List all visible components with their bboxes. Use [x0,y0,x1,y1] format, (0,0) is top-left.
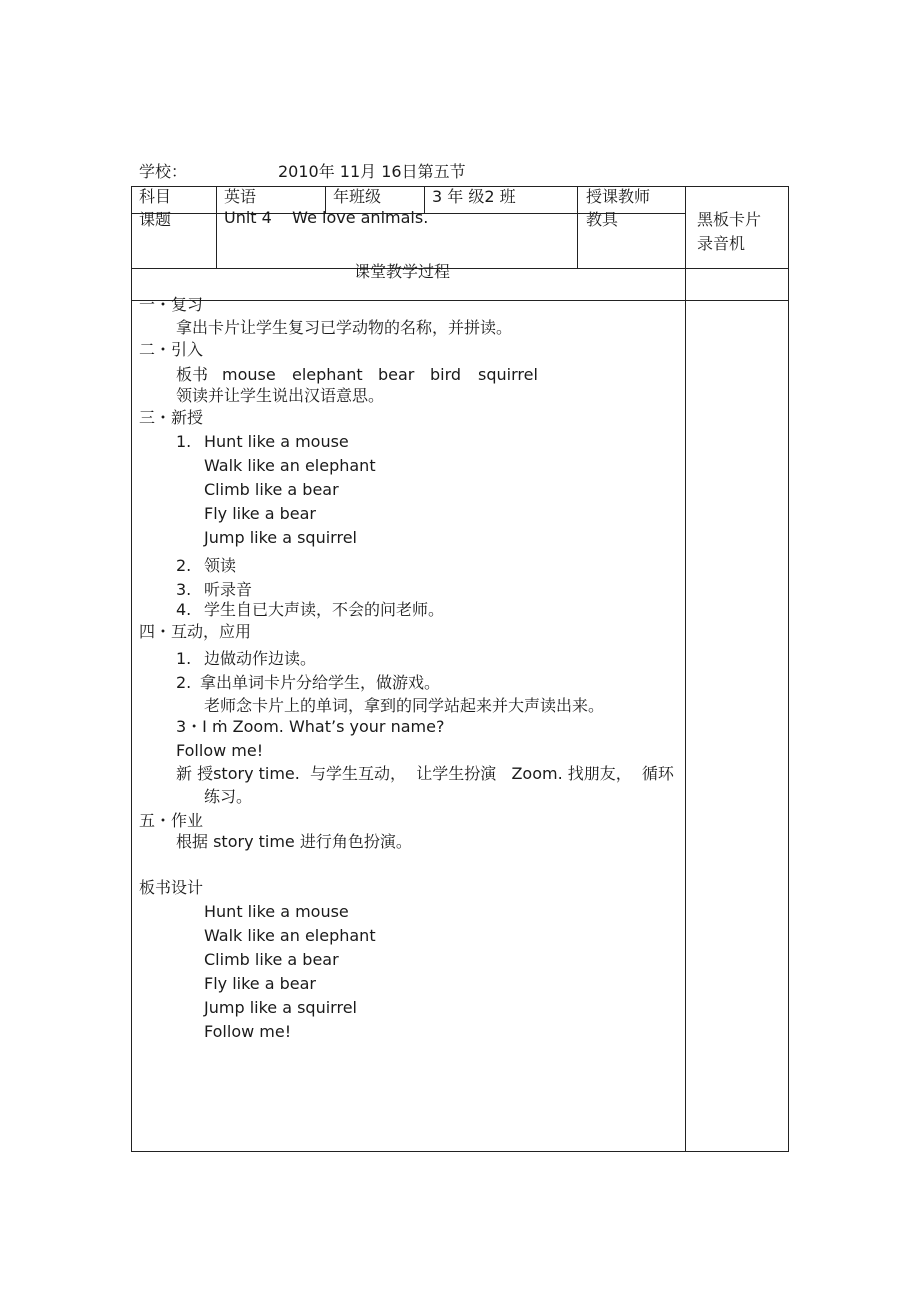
tools-value-recorder: 录音机 [697,234,746,253]
board-line: Fly like a bear [204,974,316,993]
new-item1-number: 1. [176,432,192,451]
intro-word: bird [430,365,462,384]
board-line: Climb like a bear [204,950,339,969]
new-item4-text: 学生自已大声读，不会的问老师。 [204,600,445,619]
intro-heading: 二・引入 [139,340,204,359]
row3-divider [131,300,789,301]
intro-text: 领读并让学生说出汉语意思。 [176,386,385,405]
col1-divider [216,186,217,268]
subject-label: 科目 [139,187,172,206]
interact-story-line: 新 授story time. 与学生互动， 让学生扮演 Zoom. 找朋友， 循环 [176,764,674,783]
new-item3-text: 听录音 [204,580,253,599]
class-value: 3 年 级2 班 [432,187,516,206]
interact-story-line-continued: 练习。 [204,787,253,806]
new-item2-text: 领读 [204,556,237,575]
interact-item1-number: 1. [176,649,192,668]
interact-item1-text: 边做动作边读。 [204,649,317,668]
interact-heading: 四・互动，应用 [139,622,252,641]
table-right-column-divider [685,186,686,1152]
board-line: Hunt like a mouse [204,902,349,921]
intro-word: squirrel [478,365,538,384]
new-item4-number: 4. [176,600,192,619]
interact-item3-text: 3・I ṁ Zoom. What’s your name? [176,717,445,736]
subject-value: 英语 [224,187,257,206]
intro-board-label: 板书 [176,365,209,384]
board-line: Follow me! [204,1022,292,1041]
process-heading: 课堂教学过程 [354,262,451,281]
new-item2-number: 2. [176,556,192,575]
interact-item2-subtext: 老师念卡片上的单词，拿到的同学站起来并大声读出来。 [204,696,605,715]
row2-divider [131,268,789,269]
col4-divider [577,186,578,268]
topic-value: Unit 4 We love animals. [224,208,429,227]
new-heading: 三・新授 [139,408,204,427]
new-item3-number: 3. [176,580,192,599]
new-phrase: Climb like a bear [204,480,339,499]
tools-value-cards: 黑板卡片 [697,210,762,229]
new-phrase: Fly like a bear [204,504,316,523]
review-text: 拿出卡片让学生复习已学动物的名称，并拼读。 [176,318,513,337]
new-phrase: Jump like a squirrel [204,528,357,547]
topic-label: 课题 [139,210,172,229]
school-label: 学校： [139,162,188,181]
board-design-heading: 板书设计 [139,878,204,897]
review-heading: 一・复习 [139,295,204,314]
interact-item2-number: 2. [176,673,192,692]
new-phrase: Hunt like a mouse [204,432,349,451]
tools-label: 教具 [586,210,619,229]
table-right-border [788,186,789,1152]
table-bottom-border [131,1151,789,1152]
interact-follow-text: Follow me! [176,741,264,760]
homework-heading: 五・作业 [139,811,204,830]
board-line: Walk like an elephant [204,926,376,945]
intro-word: elephant [292,365,363,384]
table-left-border [131,186,132,1152]
new-phrase: Walk like an elephant [204,456,376,475]
date-text: 2010年 11月 16日第五节 [278,162,466,181]
homework-text: 根据 story time 进行角色扮演。 [176,832,412,851]
intro-word: bear [378,365,415,384]
class-label: 年班级 [333,187,382,206]
intro-word: mouse [222,365,276,384]
interact-item2-text: 拿出单词卡片分给学生，做游戏。 [200,673,441,692]
board-line: Jump like a squirrel [204,998,357,1017]
teacher-label: 授课教师 [586,187,651,206]
